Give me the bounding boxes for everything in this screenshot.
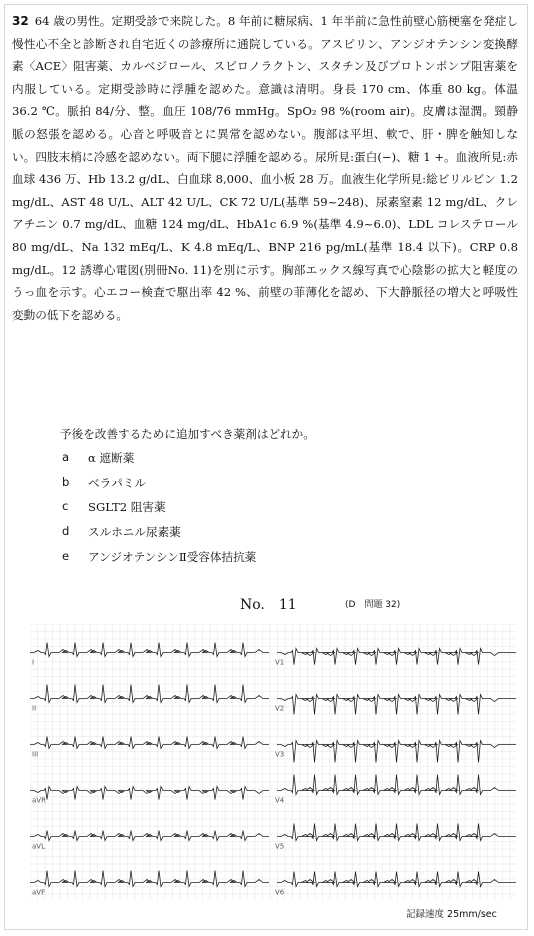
recording-speed: 記録速度 25mm/sec: [406, 909, 497, 920]
choice-letter: b: [62, 474, 70, 489]
lead-label-limb: aVF: [32, 888, 46, 897]
lead-label-limb: III: [32, 750, 39, 759]
lead-label-limb: aVR: [32, 796, 46, 805]
ecg-trace-limb-1: [30, 685, 269, 703]
choice-letter: e: [62, 548, 70, 563]
ecg-trace-limb-5: [30, 871, 269, 887]
ecg-trace-limb-2: [30, 737, 269, 749]
lead-label-limb: I: [32, 658, 35, 667]
choice-text: SGLT2 阻害薬: [88, 500, 166, 515]
choice-text: α 遮断薬: [88, 451, 135, 465]
choice-text: ベラパミル: [88, 475, 146, 490]
choice-letter: a: [62, 450, 70, 464]
figure-title: No. 11: [240, 597, 297, 613]
lead-label-chest: V4: [275, 796, 285, 805]
lead-label-chest: V2: [275, 704, 285, 713]
ecg-grid: [30, 624, 516, 900]
question-text: [12, 10, 518, 326]
ecg-trace-limb-0: [30, 643, 269, 657]
choice-a[interactable]: [62, 450, 256, 475]
ecg-figure: [30, 624, 516, 900]
lead-label-chest: V6: [275, 888, 285, 897]
choice-letter: d: [62, 524, 70, 539]
lead-label-chest: V3: [275, 750, 285, 759]
ecg-trace-limb-3: [30, 787, 269, 800]
question-prompt: 予後を改善するために追加すべき薬剤はどれか。: [60, 427, 315, 441]
lead-label-chest: V5: [275, 842, 285, 851]
answer-choices: [62, 450, 256, 573]
choice-e[interactable]: [62, 549, 256, 574]
question-body: 64 歳の男性。定期受診で来院した。8 年前に糖尿病、1 年半前に急性前壁心筋梗塞を発症し慢性心不全と診断され自宅近くの診療所に通院している。アスピリン、アンジオテンシン変換酵素〈ACE〉阻害薬、カルベジロール、スピロノラクトン、スタチン及びプロトンポンプ阻害薬を内服している。定期受診時に浮腫を認めた。意識は清明。身長 170 cm、体重 80 kg。体温 36.2 ℃。脈拍 84/分、整。血圧 108/76 mmHg。SpO₂ 98 %(room air)。皮膚は湿潤。頸静脈の怒張を認める。心音と呼吸音とに異常を認めない。腹部は平坦、軟で、肝・脾を触知しない。四肢末梢に冷感を認めない。両下腿に浮腫を認める。尿所見:蛋白(−)、糖 1 +。血液所見:赤血球 436 万、Hb 13.2 g/dL、白血球 8,000、血小板 28 万。血液生化学所見:総ビリルビン 1.2 mg/dL、AST 48 U/L、ALT 42 U/L、CK 72 U/L(基準 59~248)、尿素窒素 12 mg/dL、クレアチニン 0.7 mg/dL、血糖 124 mg/dL、HbA1c 6.9 %(基準 4.9~6.0)、LDL コレステロール 80 mg/dL、Na 132 mEq/L、K 4.8 mEq/L、BNP 216 pg/mL(基準 18.4 以下)。CRP 0.8 mg/dL。12 誘導心電図(別冊No. 11)を別に示す。胸部エックス線写真で心陰影の拡大と軽度のうっ血を示す。心エコー検査で駆出率 42 %、前壁の菲薄化を認め、下大静脈径の増大と呼吸性変動の低下を認める。: [12, 14, 518, 322]
choice-b[interactable]: [62, 475, 256, 500]
ecg-trace-limb-4: [30, 831, 269, 841]
lead-label-chest: V1: [275, 658, 285, 667]
choice-text: アンジオテンシンⅡ受容体拮抗薬: [88, 549, 257, 564]
lead-label-limb: aVL: [32, 842, 45, 851]
choice-d[interactable]: [62, 524, 256, 549]
figure-subtitle: (D 問題 32): [345, 600, 401, 610]
choice-c[interactable]: [62, 499, 256, 524]
question-number: 32: [12, 14, 29, 28]
choice-text: スルホニル尿素薬: [88, 525, 181, 540]
lead-label-limb: II: [32, 704, 37, 713]
choice-letter: c: [62, 499, 69, 514]
